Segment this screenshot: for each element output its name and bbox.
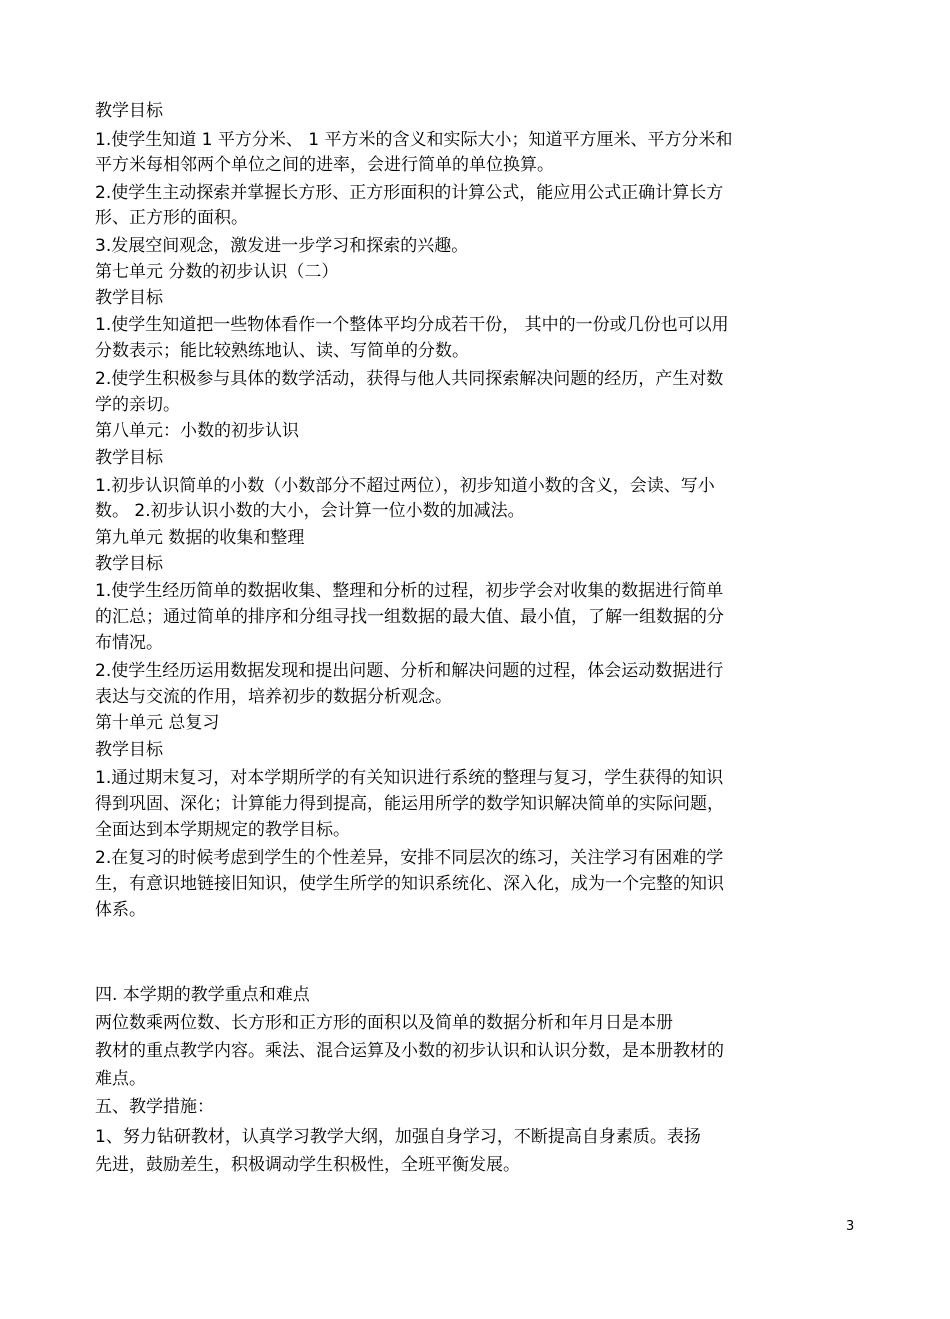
paragraph-line: 1.使学生经历简单的数据收集、整理和分析的过程，初步学会对收集的数据进行简单 bbox=[95, 581, 724, 601]
section-heading: 教学目标 bbox=[95, 101, 163, 121]
section-heading: 教学目标 bbox=[95, 448, 163, 468]
section-heading: 教学目标 bbox=[95, 740, 163, 760]
paragraph-line: 2.使学生积极参与具体的数学活动，获得与他人共同探索解决问题的经历，产生对数 bbox=[95, 369, 724, 389]
unit-heading: 第八单元：小数的初步认识 bbox=[95, 421, 299, 441]
page-number: 3 bbox=[846, 1219, 855, 1234]
chapter-heading: 四. 本学期的教学重点和难点 bbox=[95, 985, 310, 1005]
paragraph-line: 表达与交流的作用，培养初步的数据分析观念。 bbox=[95, 687, 452, 707]
paragraph-line: 难点。 bbox=[95, 1069, 146, 1089]
unit-heading: 第九单元 数据的收集和整理 bbox=[95, 528, 305, 548]
paragraph-line: 1、努力钻研教材，认真学习教学大纲，加强自身学习，不断提高自身素质。表扬 bbox=[95, 1127, 701, 1147]
unit-heading: 第七单元 分数的初步认识（二） bbox=[95, 262, 339, 282]
paragraph-line: 两位数乘两位数、长方形和正方形的面积以及简单的数据分析和年月日是本册 bbox=[95, 1013, 673, 1033]
section-heading: 教学目标 bbox=[95, 554, 163, 574]
paragraph-line: 1.使学生知道把一些物体看作一个整体平均分成若干份， 其中的一份或几份也可以用 bbox=[95, 315, 729, 335]
paragraph-line: 2.使学生经历运用数据发现和提出问题、分析和解决问题的过程，体会运动数据进行 bbox=[95, 661, 724, 681]
paragraph-line: 体系。 bbox=[95, 900, 146, 920]
paragraph-line: 2.使学生主动探索并掌握长方形、正方形面积的计算公式，能应用公式正确计算长方 bbox=[95, 183, 724, 203]
paragraph-line: 的汇总；通过简单的排序和分组寻找一组数据的最大值、最小值，了解一组数据的分 bbox=[95, 607, 724, 627]
paragraph-line: 2.在复习的时候考虑到学生的个性差异，安排不同层次的练习，关注学习有困难的学 bbox=[95, 848, 724, 868]
paragraph-line: 1.初步认识简单的小数（小数部分不超过两位），初步知道小数的含义，会读、写小 bbox=[95, 476, 715, 496]
unit-heading: 第十单元 总复习 bbox=[95, 713, 220, 733]
paragraph-line: 分数表示；能比较熟练地认、读、写简单的分数。 bbox=[95, 341, 469, 361]
paragraph-line: 得到巩固、深化；计算能力得到提高，能运用所学的数学知识解决简单的实际问题， bbox=[95, 794, 724, 814]
section-heading: 教学目标 bbox=[95, 288, 163, 308]
paragraph-line: 先进，鼓励差生，积极调动学生积极性，全班平衡发展。 bbox=[95, 1155, 520, 1175]
paragraph-line: 平方米每相邻两个单位之间的进率，会进行简单的单位换算。 bbox=[95, 155, 554, 175]
paragraph-line: 全面达到本学期规定的教学目标。 bbox=[95, 820, 350, 840]
paragraph-line: 形、正方形的面积。 bbox=[95, 208, 248, 228]
paragraph-line: 3.发展空间观念，激发进一步学习和探索的兴趣。 bbox=[95, 236, 469, 256]
chapter-heading: 五、教学措施： bbox=[95, 1097, 214, 1117]
paragraph-line: 生，有意识地链接旧知识，使学生所学的知识系统化、深入化，成为一个完整的知识 bbox=[95, 874, 724, 894]
paragraph-line: 教材的重点教学内容。乘法、混合运算及小数的初步认识和认识分数，是本册教材的 bbox=[95, 1041, 724, 1061]
paragraph-line: 1.通过期末复习，对本学期所学的有关知识进行系统的整理与复习，学生获得的知识 bbox=[95, 768, 724, 788]
paragraph-line: 数。 2.初步认识小数的大小，会计算一位小数的加减法。 bbox=[95, 501, 525, 521]
paragraph-line: 学的亲切。 bbox=[95, 395, 180, 415]
paragraph-line: 布情况。 bbox=[95, 633, 163, 653]
paragraph-line: 1.使学生知道 1 平方分米、 1 平方米的含义和实际大小；知道平方厘米、平方分米和 bbox=[95, 130, 733, 150]
